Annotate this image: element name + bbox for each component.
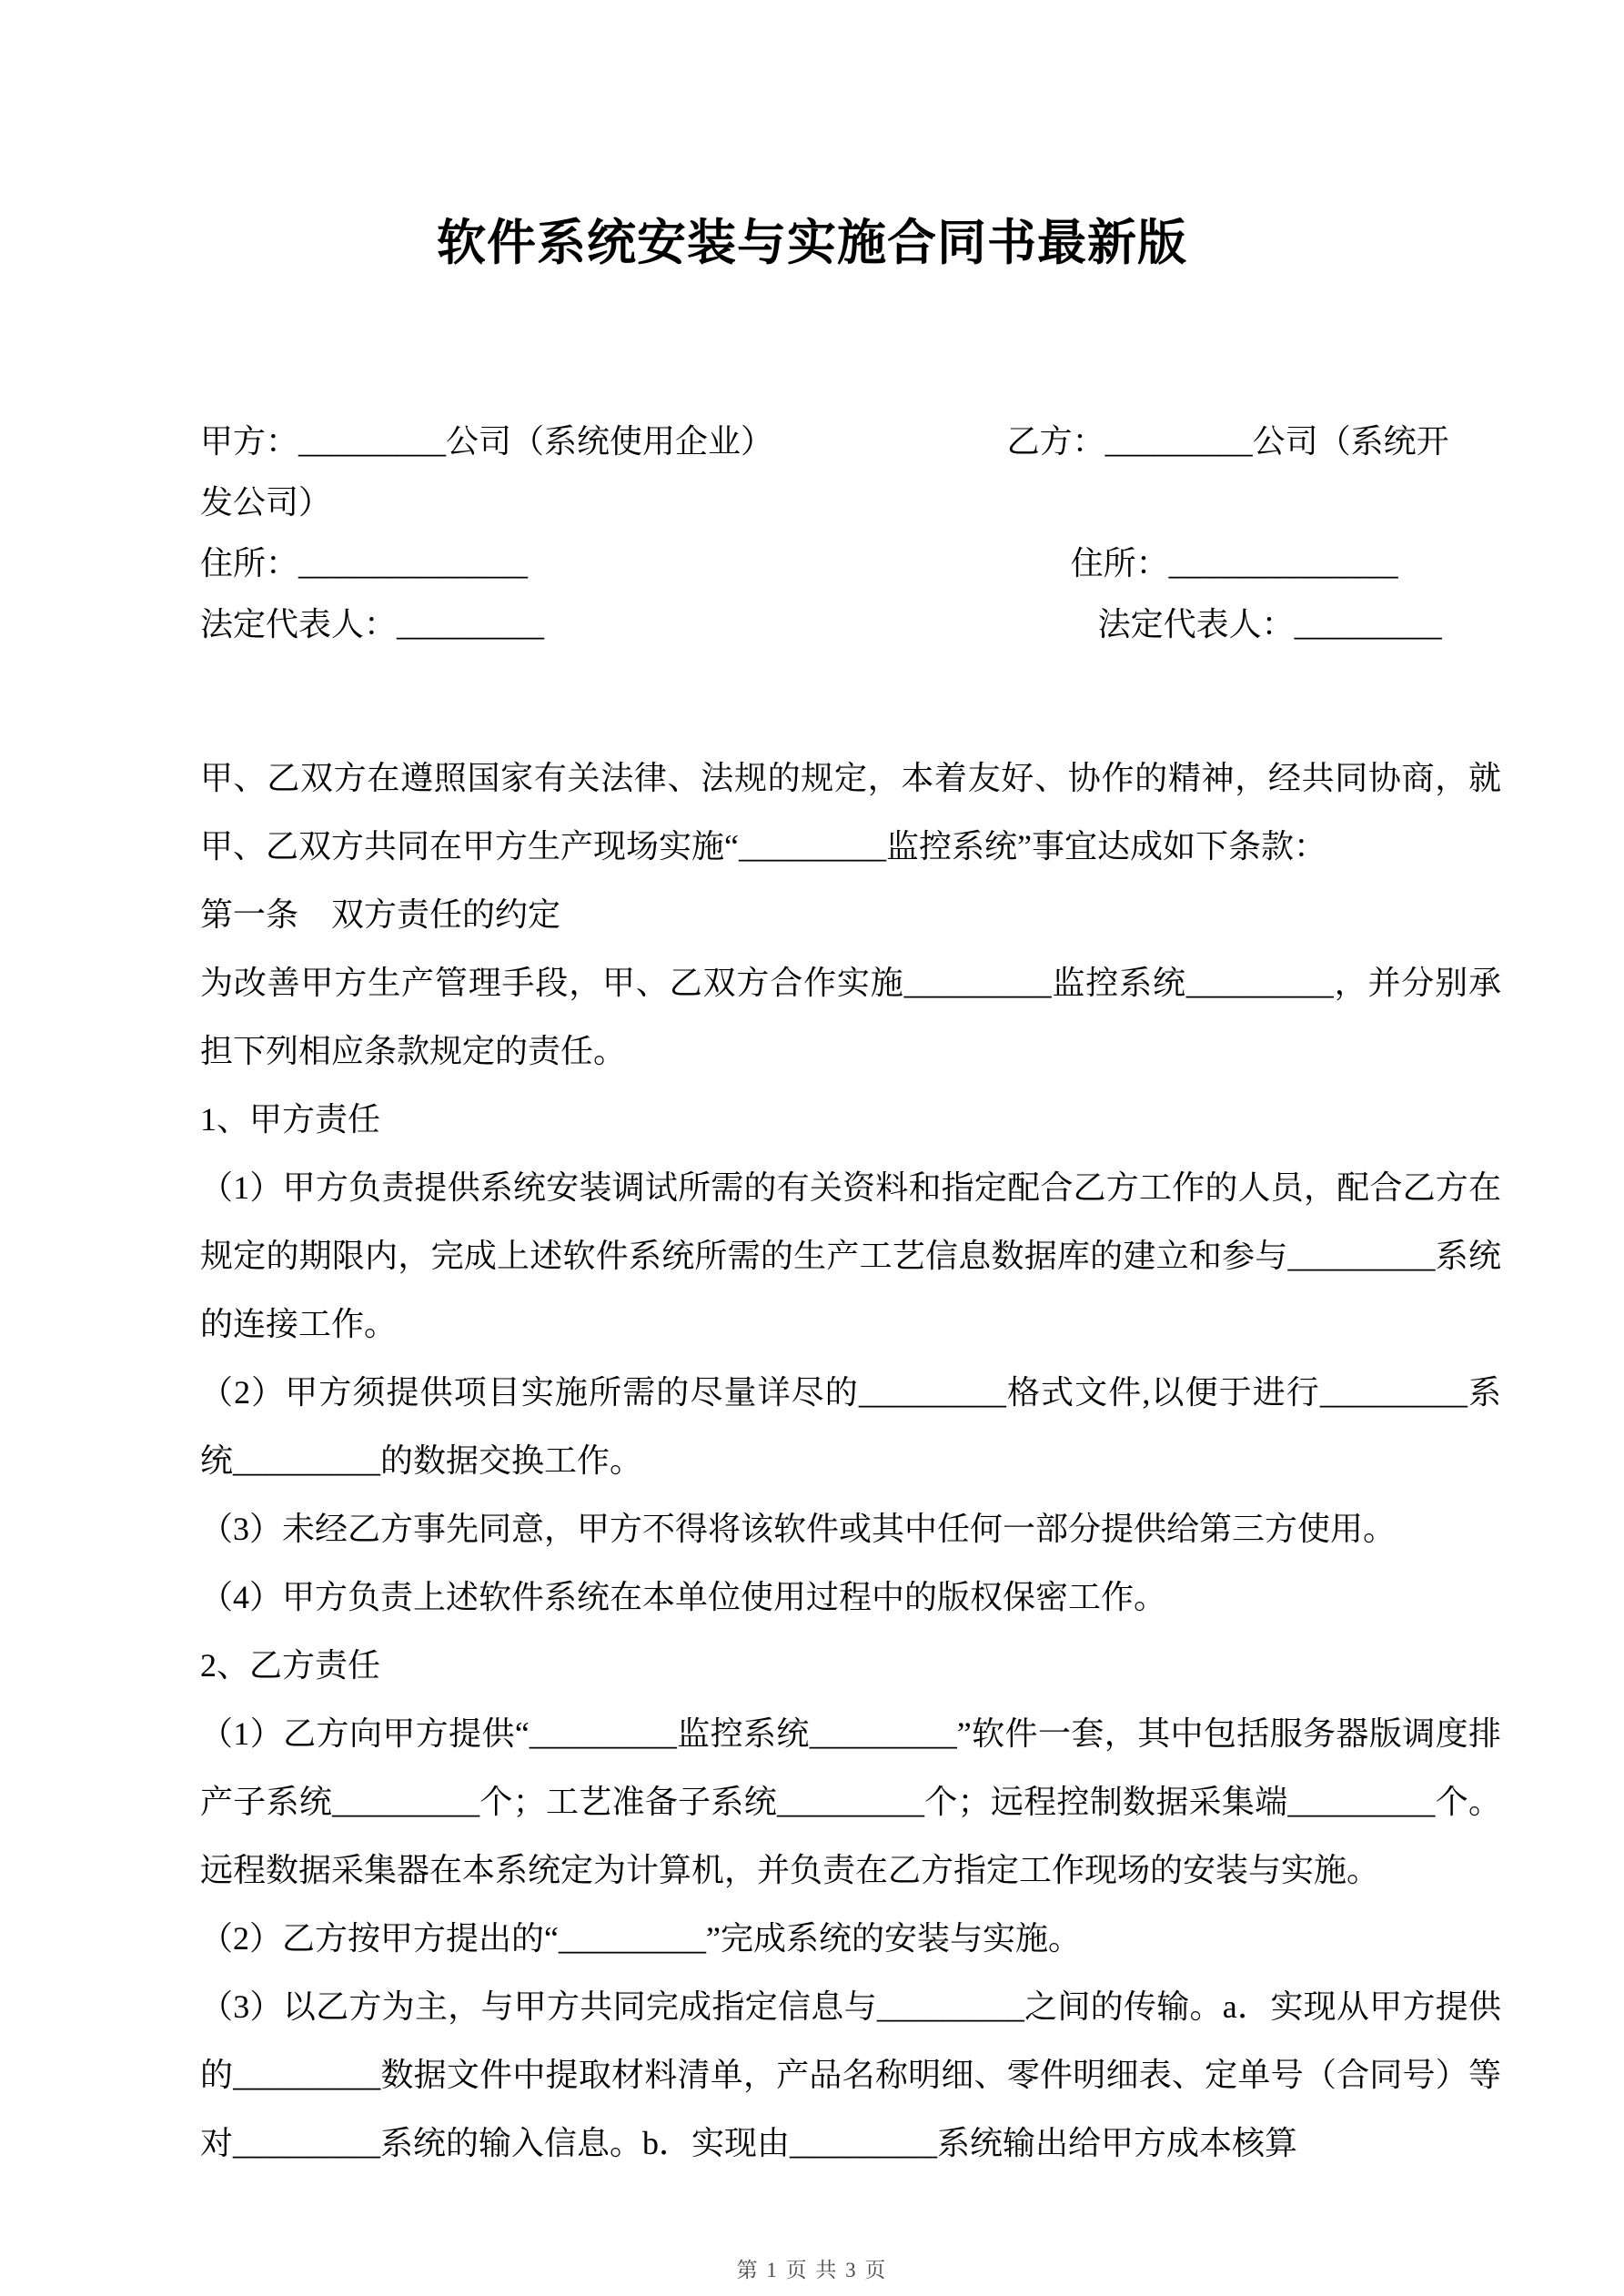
party-a-representative: 法定代表人：_________ — [200, 606, 545, 642]
party-b-address: 住所：______________ — [1070, 545, 1398, 582]
party-a-duty-3: （3）未经乙方事先同意，甲方不得将该软件或其中任何一部分提供给第三方使用。 — [200, 1511, 1397, 1547]
contract-body — [200, 744, 1501, 2178]
party-address-row — [200, 533, 1501, 594]
party-b-duty-2: （2）乙方按甲方提出的“_________”完成系统的安装与实施。 — [200, 1920, 1081, 1957]
party-b-name-wrap: 发公司） — [200, 484, 332, 521]
party-representative-row — [200, 594, 1501, 655]
intro-paragraph: 甲、乙双方在遵照国家有关法律、法规的规定，本着友好、协作的精神，经共同协商，就甲、乙双方共同在甲方生产现场实施“_________监控系统”事宜达成如下条款： — [200, 760, 1501, 865]
party-b-representative: 法定代表人：_________ — [1097, 606, 1442, 642]
party-b-duty-3: （3）以乙方为主，与甲方共同完成指定信息与_________之间的传输。a．实现从甲方提供的_________数据文件中提取材料清单，产品名称明细、零件明细表、定单号（合同号）等对_________系统的输入信息。b．实现由_________系统输出给甲方成本核算 — [200, 1988, 1501, 2161]
clause-1-intro: 为改善甲方生产管理手段，甲、乙双方合作实施_________监控系统_________，并分别承担下列相应条款规定的责任。 — [200, 965, 1501, 1069]
party-a-duty-4: （4）甲方负责上述软件系统在本单位使用过程中的版权保密工作。 — [200, 1579, 1167, 1615]
party-a-duty-2: （2）甲方须提供项目实施所需的尽量详尽的_________格式文件,以便于进行_________系统_________的数据交换工作。 — [200, 1374, 1501, 1479]
party-b-duty-1: （1）乙方向甲方提供“_________监控系统_________”软件一套，其中包括服务器版调度排产子系统_________个；工艺准备子系统_________个；远程控制数据采集端_________个。远程数据采集器在本系统定为计算机，并负责在乙方指定工作现场的安装与实施。 — [200, 1715, 1501, 1888]
page-footer: 第 1 页 共 3 页 — [736, 2259, 888, 2281]
party-a-duties-heading: 1、甲方责任 — [200, 1101, 381, 1138]
party-a-duty-1: （1）甲方负责提供系统安装调试所需的有关资料和指定配合乙方工作的人员，配合乙方在规定的期限内，完成上述软件系统所需的生产工艺信息数据库的建立和参与_________系统的连接工作。 — [200, 1169, 1501, 1342]
document-title: 软件系统安装与实施合同书最新版 — [437, 216, 1187, 270]
party-a-name: 甲方：_________公司（系统使用企业） — [200, 423, 774, 460]
party-info-block — [200, 411, 1501, 655]
party-a-address: 住所：______________ — [200, 545, 529, 582]
party-names-row — [200, 411, 1501, 472]
party-b-duties-heading: 2、乙方责任 — [200, 1647, 381, 1684]
party-b-name: 乙方：_________公司（系统开 — [1006, 423, 1449, 460]
clause-1-heading: 第一条 双方责任的约定 — [200, 896, 561, 933]
